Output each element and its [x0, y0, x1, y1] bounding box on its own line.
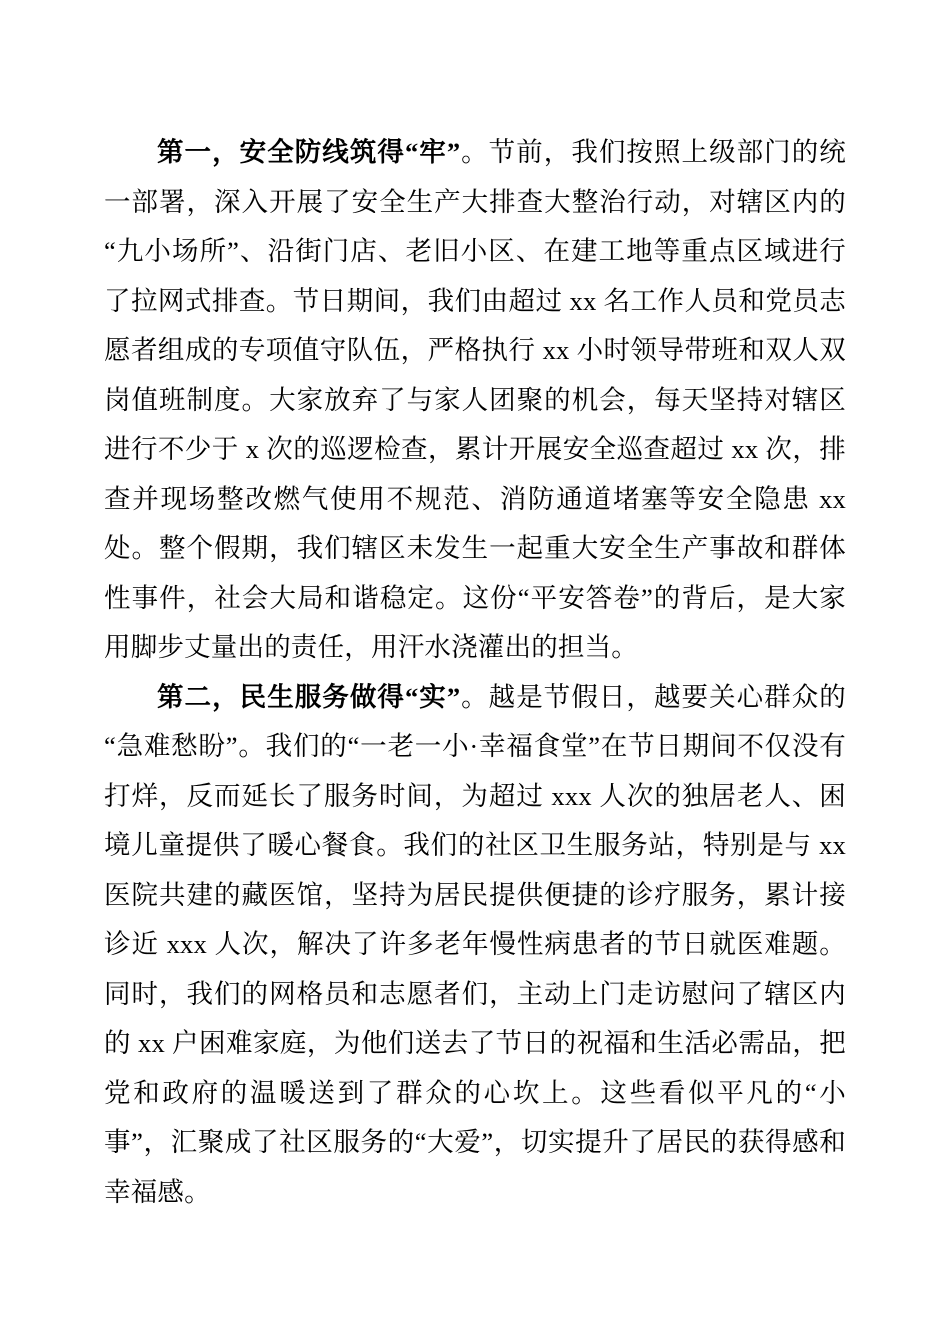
paragraph-lead-second: 第二，民生服务做得“实” [157, 681, 461, 712]
paragraph-second-point [104, 673, 846, 1218]
paragraph-text-first: 。节前，我们按照上级部门的统一部署，深入开展了安全生产大排查大整治行动，对辖区内的“九小场所”、沿街门店、老旧小区、在建工地等重点区域进行了拉网式排查。节日期间，我们由超过 xx 名工作人员和党员志愿者组成的专项值守队伍，严格执行 xx 小时领导带班和双人双岗值班制度。大家放弃了与家人团聚的机会，每天坚持对辖区进行不少于 x 次的巡逻检查，累计开展安全巡查超过 xx 次，排查并现场整改燃气使用不规范、消防通道堵塞等安全隐患 xx 处。整个假期，我们辖区未发生一起重大安全生产事故和群体性事件，社会大局和谐稳定。这份“平安答卷”的背后，是大家用脚步丈量出的责任，用汗水浇灌出的担当。 [104, 137, 846, 662]
paragraph-text-second: 。越是节假日，越要关心群众的“急难愁盼”。我们的“一老一小·幸福食堂”在节日期间不仅没有打烊，反而延长了服务时间，为超过 xxx 人次的独居老人、困境儿童提供了暖心餐食。我们的社区卫生服务站，特别是与 xx 医院共建的藏医馆，坚持为居民提供便捷的诊疗服务，累计接诊近 xxx 人次，解决了许多老年慢性病患者的节日就医难题。同时，我们的网格员和志愿者们，主动上门走访慰问了辖区内的 xx 户困难家庭，为他们送去了节日的祝福和生活必需品，把党和政府的温暖送到了群众的心坎上。这些看似平凡的“小事”，汇聚成了社区服务的“大爱”，切实提升了居民的获得感和幸福感。 [104, 681, 846, 1207]
document-body [104, 128, 846, 1217]
paragraph-first-point [104, 128, 846, 673]
paragraph-lead-first: 第一，安全防线筑得“牢” [157, 137, 461, 167]
